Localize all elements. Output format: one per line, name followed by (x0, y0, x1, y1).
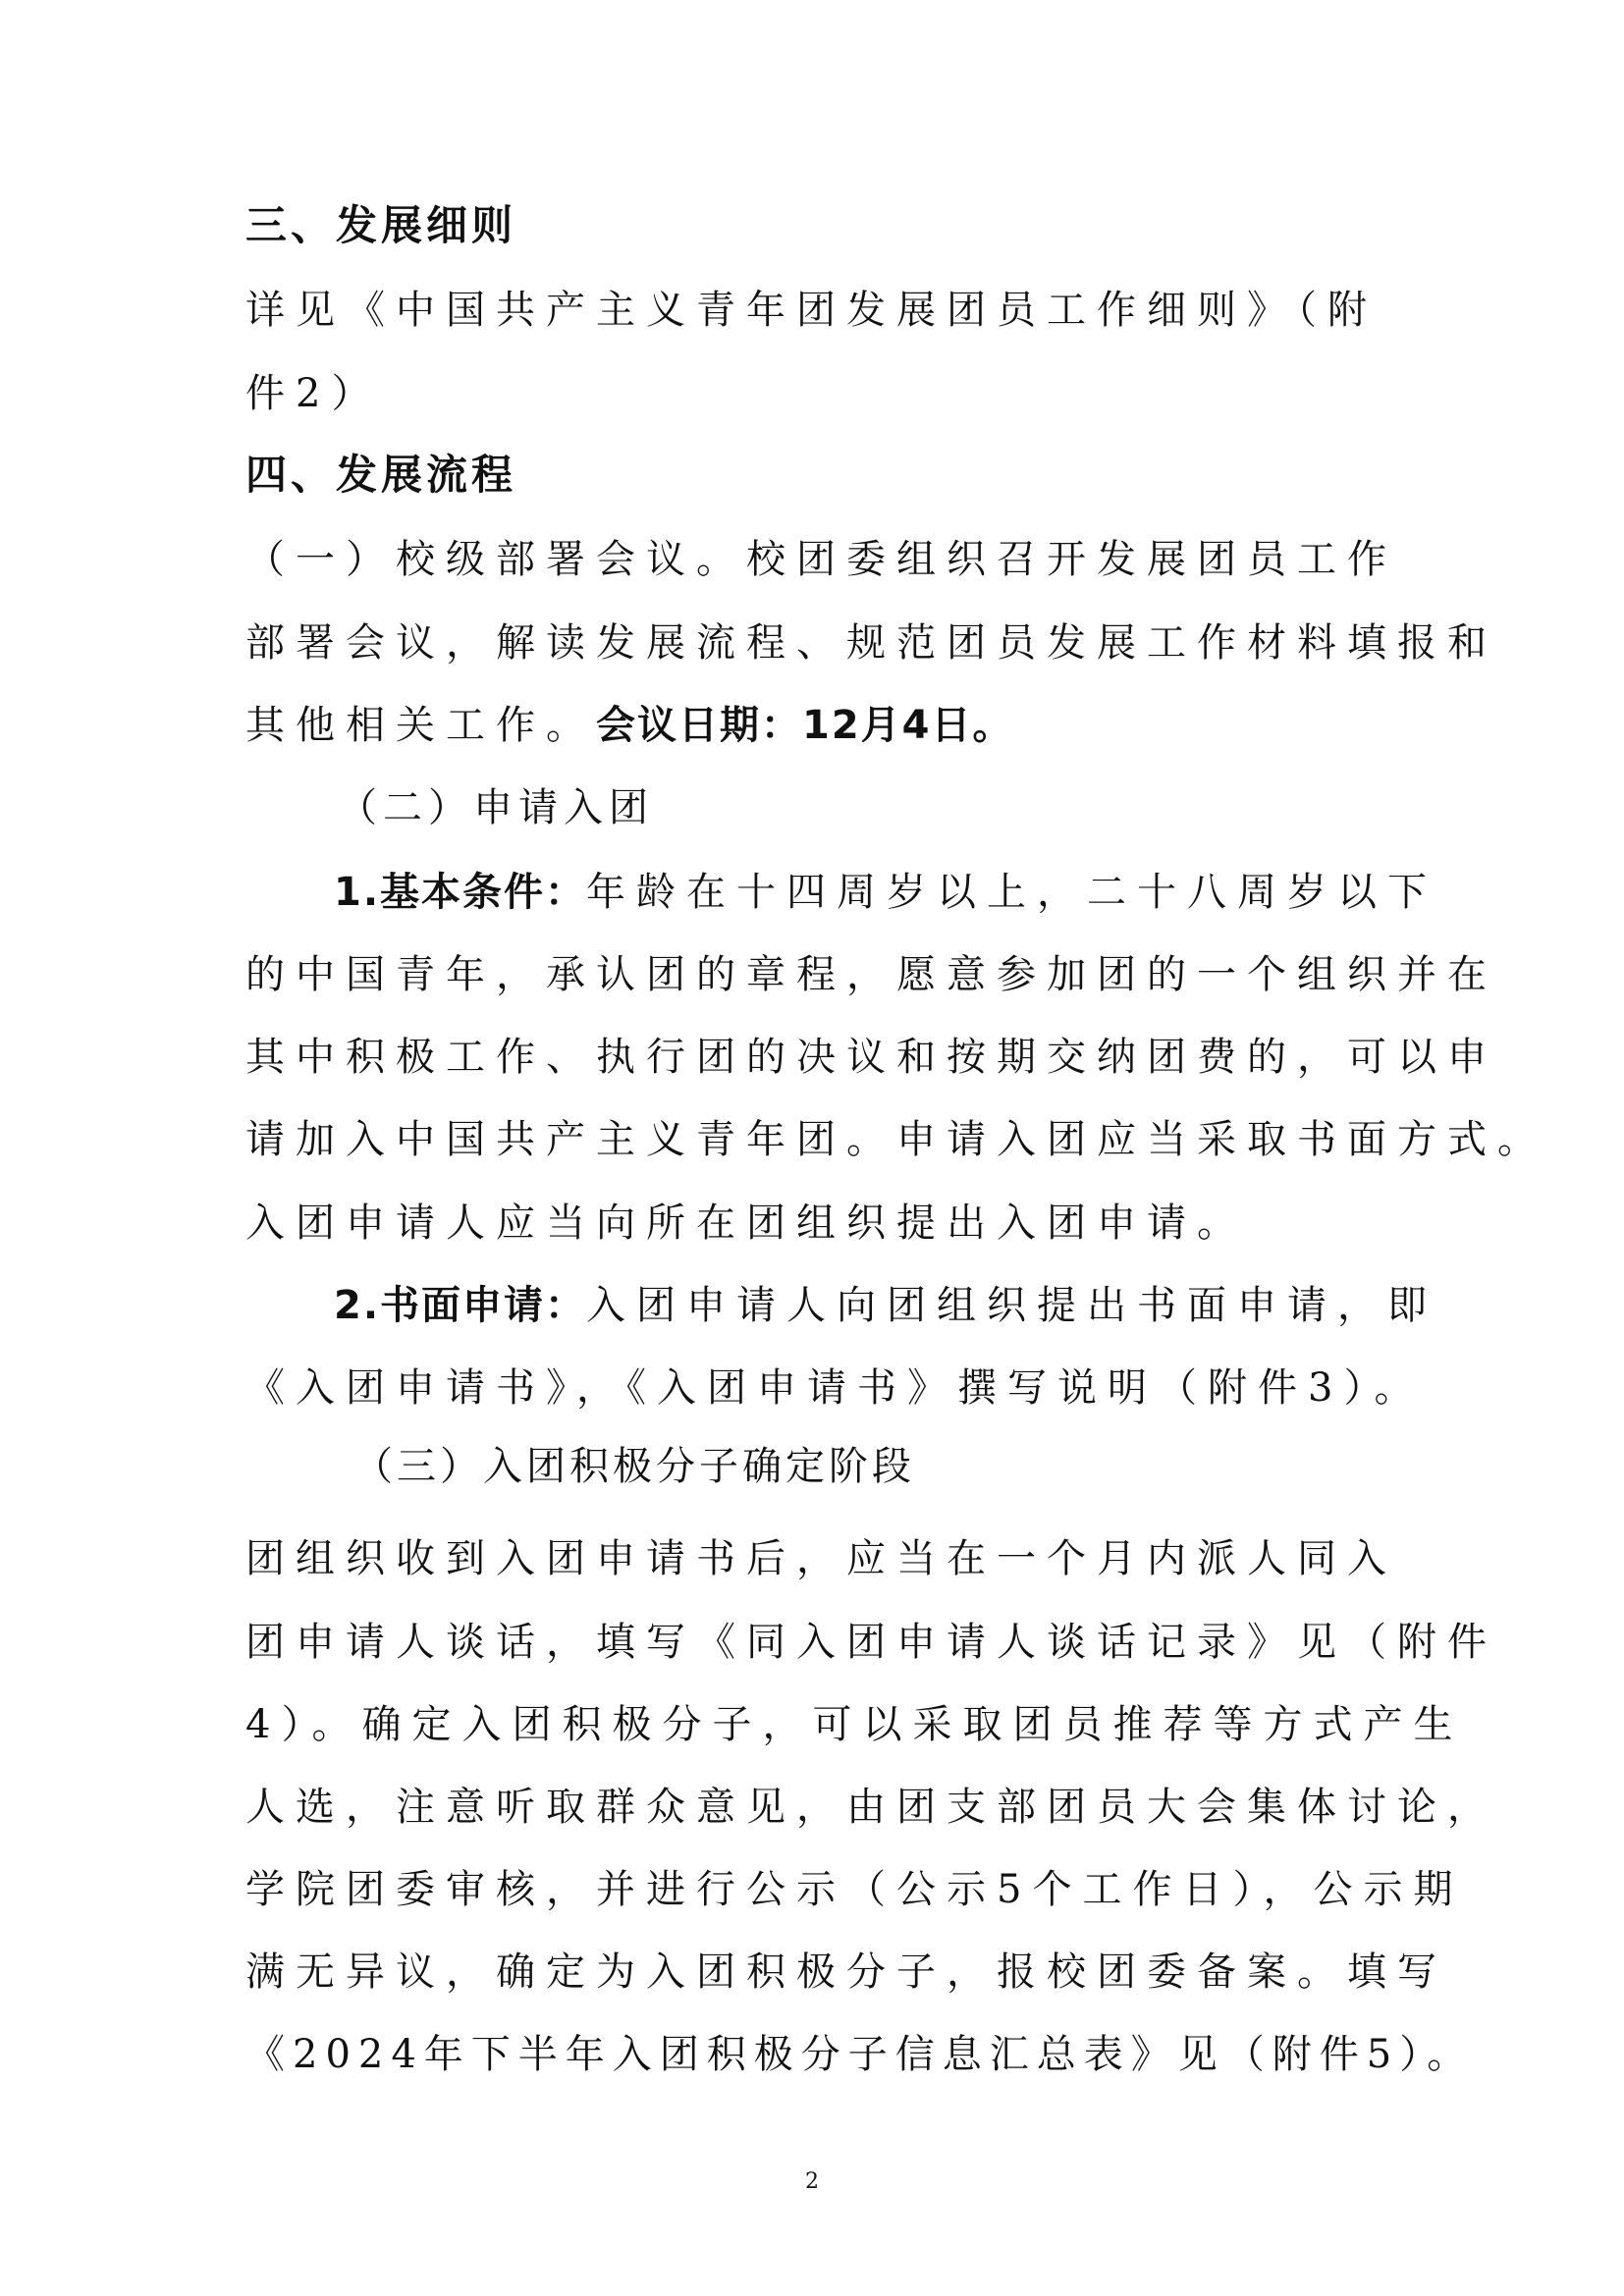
item-label: 2.书面申请： (334, 1283, 587, 1328)
paragraph-text: 其他相关工作。 (245, 703, 596, 748)
paragraph-line: （一）校级部署会议。校团委组织召开发展团员工作 (245, 537, 1397, 582)
paragraph-line: 详见《中国共产主义青年团发展团员工作细则》（附 (245, 288, 1378, 333)
paragraph-line: 件2） (245, 371, 382, 416)
paragraph-line: 请加入中国共产主义青年团。申请入团应当采取书面方式。 (245, 1117, 1547, 1162)
paragraph-line: 团组织收到入团申请书后，应当在一个月内派人同入 (245, 1536, 1397, 1581)
paragraph-line (334, 867, 1624, 918)
paragraph-line: 入团申请人应当向所在团组织提出入团申请。 (245, 1201, 1247, 1246)
paragraph-line: 学院团委审核，并进行公示（公示5个工作日），公示期 (245, 1867, 1464, 1912)
paragraph-line: 的中国青年，承认团的章程，愿意参加团的一个组织并在 (245, 952, 1497, 997)
paragraph-line: 人选，注意听取群众意见，由团支部团员大会集体讨论， (245, 1785, 1497, 1830)
paragraph-line: 部署会议，解读发展流程、规范团员发展工作材料填报和 (245, 620, 1497, 666)
subsection-2-heading: （二）申请入团 (338, 785, 654, 830)
item-label: 1.基本条件： (334, 870, 587, 915)
paragraph-line: 团申请人谈话，填写《同入团申请人谈话记录》见（附件 (245, 1620, 1497, 1665)
paragraph-text: 入团申请人向团组织提出书面申请，即 (586, 1283, 1438, 1328)
paragraph-line: 《2024年下半年入团积极分子信息汇总表》见（附件5）。 (245, 2032, 1475, 2077)
paragraph-text: 年龄在十四周岁以上，二十八周岁以下 (586, 870, 1438, 915)
paragraph-line: 4）。确定入团积极分子，可以采取团员推荐等方式产生 (245, 1702, 1464, 1747)
paragraph-line: 满无异议，确定为入团积极分子，报校团委备案。填写 (245, 1949, 1447, 1995)
meeting-date: 会议日期：12月4日。 (596, 703, 1014, 748)
paragraph-line (245, 700, 1624, 751)
section-4-heading: 四、发展流程 (245, 451, 517, 499)
page-number: 2 (805, 2169, 819, 2194)
paragraph-line (334, 1280, 1624, 1331)
paragraph-line: 其中积极工作、执行团的决议和按期交纳团费的，可以申 (245, 1035, 1497, 1080)
subsection-3-heading: （三）入团积极分子确定阶段 (353, 1444, 915, 1489)
section-3-heading: 三、发展细则 (245, 201, 517, 249)
paragraph-line: 《入团申请书》，《入团申请书》撰写说明（附件3）。 (245, 1365, 1425, 1411)
